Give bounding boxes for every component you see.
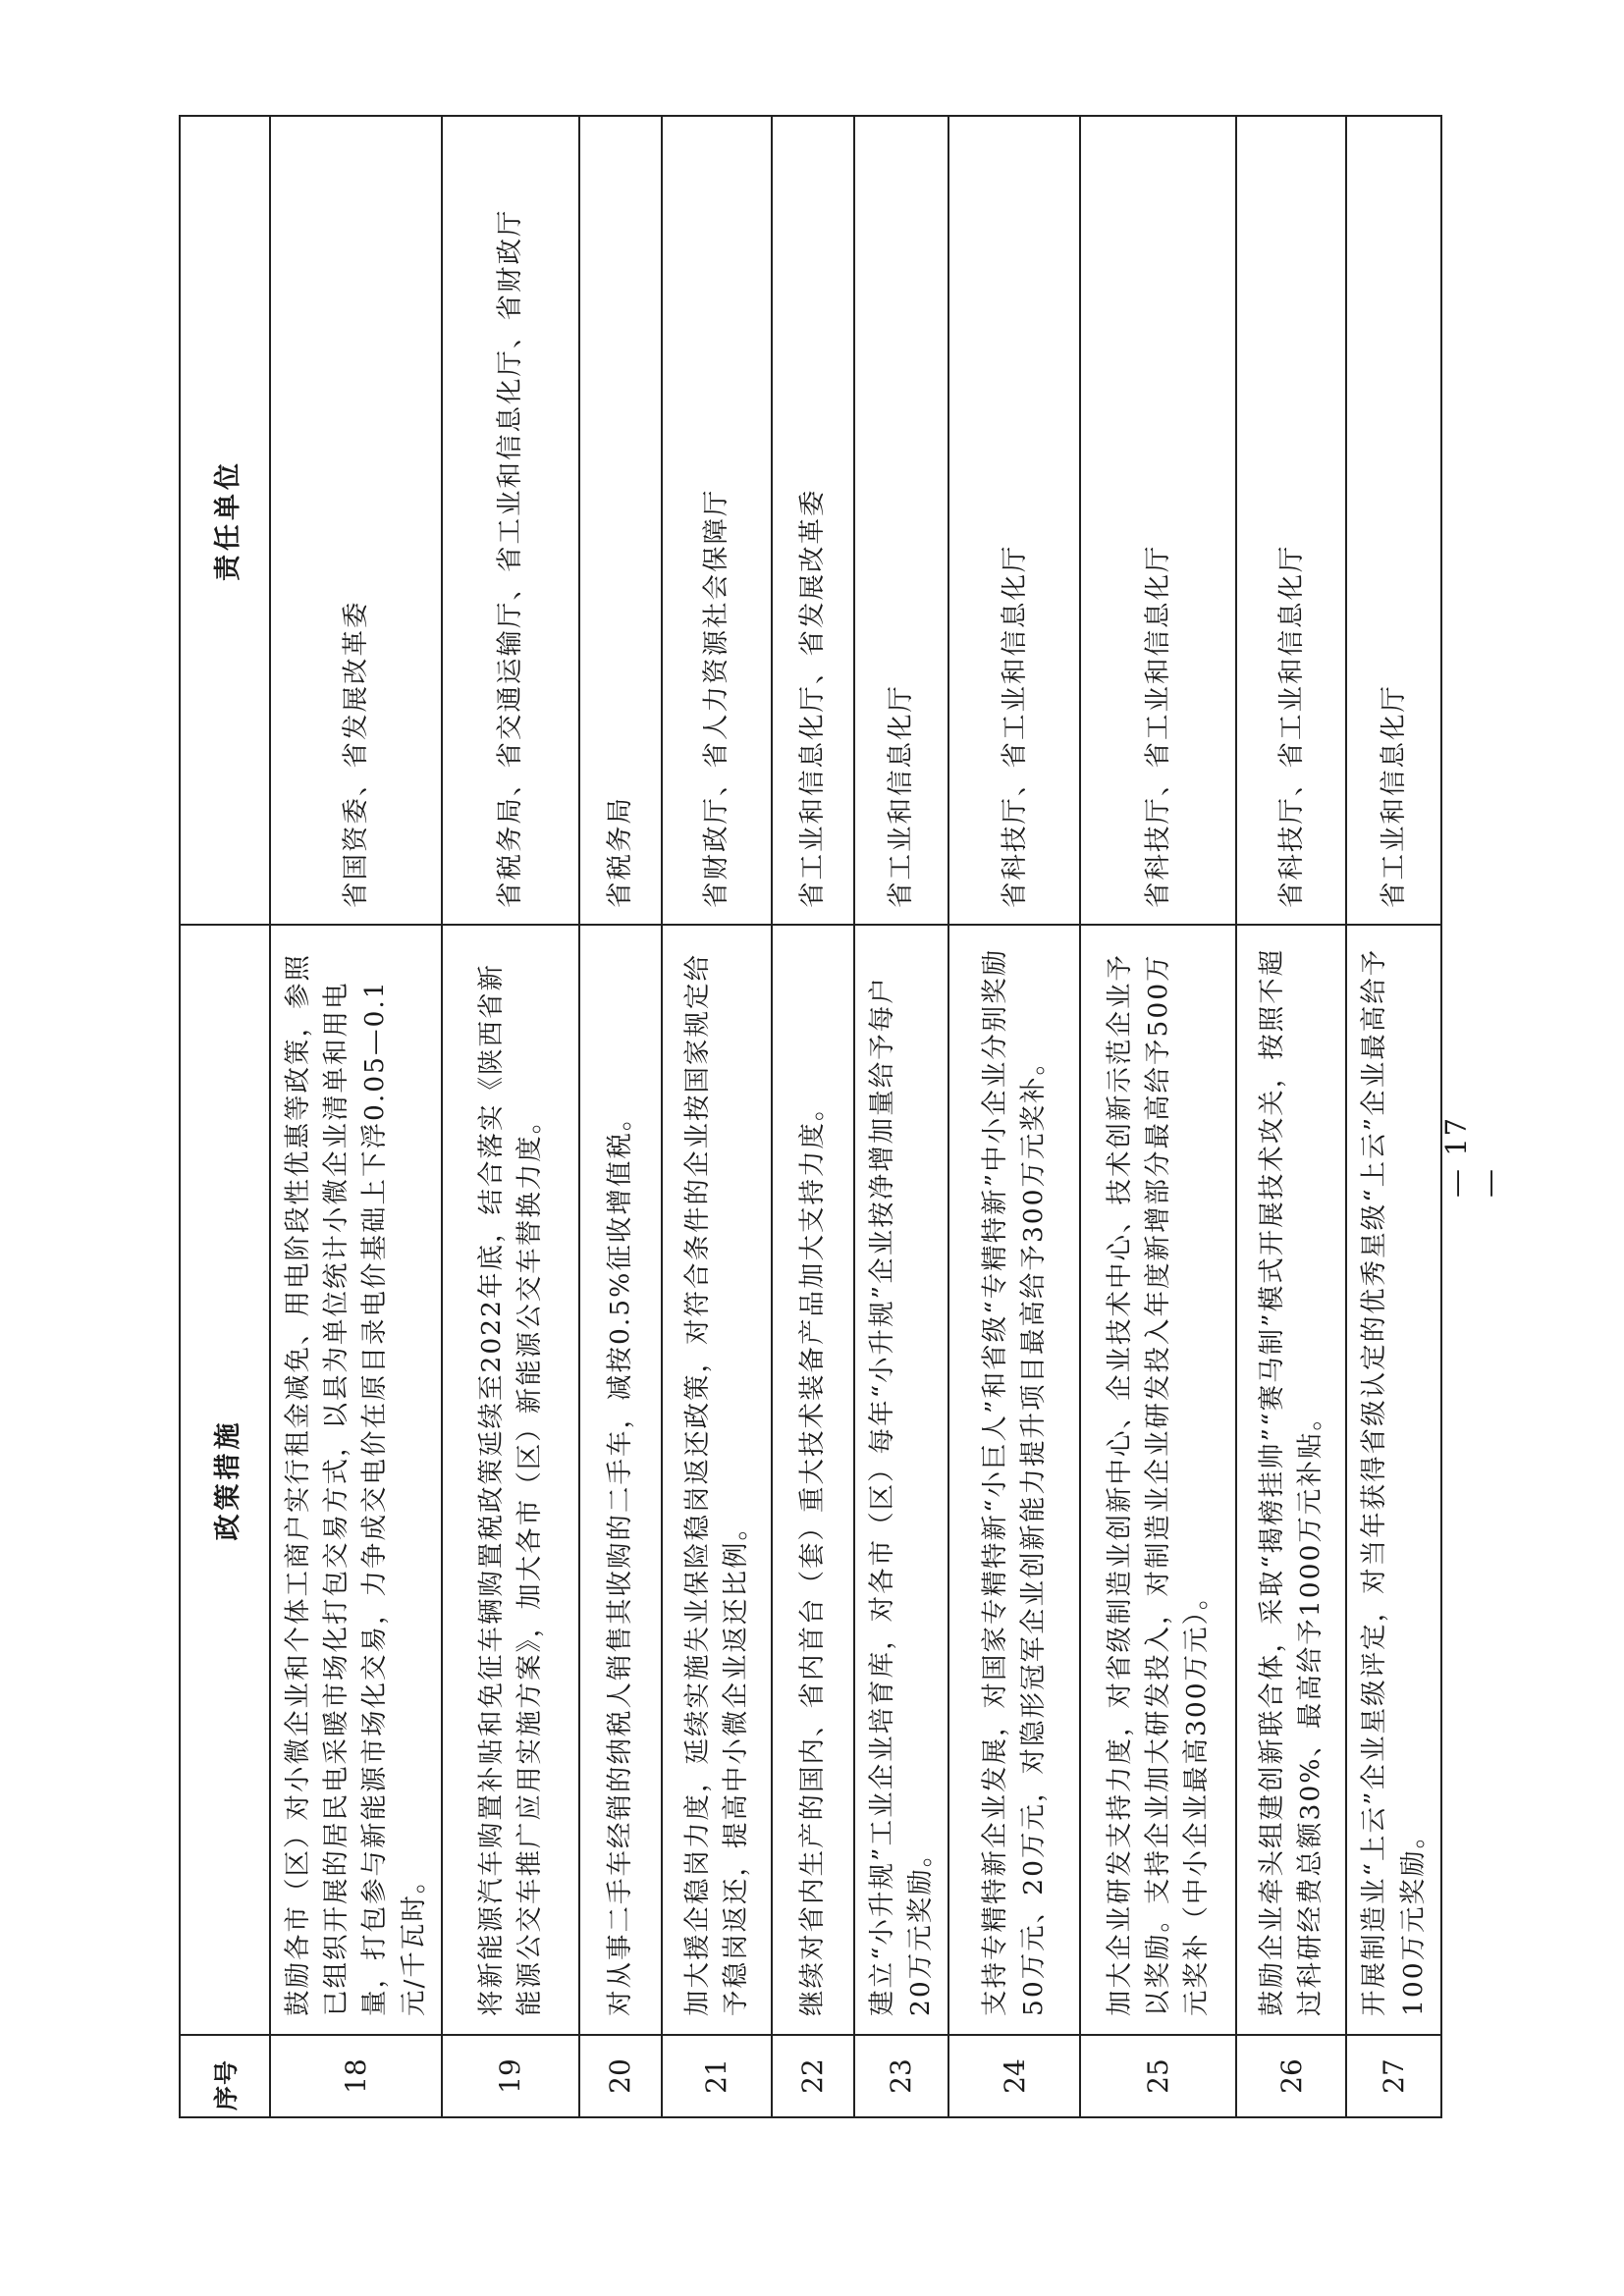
row-unit: 省税务局、省交通运输厅、省工业和信息化厅、省财政厅 (442, 116, 579, 925)
row-measure: 将新能源汽车购置补贴和免征车辆购置税政策延续至2022年底，结合落实《陕西省新能源公交车推广应用实施方案》，加大各市（区）新能源公交车替换力度。 (442, 925, 579, 2035)
row-unit: 省科技厅、省工业和信息化厅 (948, 116, 1080, 925)
table-row (270, 116, 442, 2117)
row-no: 22 (772, 2035, 854, 2117)
row-unit: 省工业和信息化厅 (854, 116, 948, 925)
row-no: 20 (579, 2035, 662, 2117)
row-measure: 鼓励企业牵头组建创新联合体，采取“揭榜挂帅”“赛马制”模式开展技术攻关，按照不超过科研经费总额30%、最高给予1000万元补贴。 (1236, 925, 1346, 2035)
table-row (854, 116, 948, 2117)
row-measure: 开展制造业“上云”企业星级评定，对当年获得省级认定的优秀星级“上云”企业最高给予100万元奖励。 (1346, 925, 1440, 2035)
header-measure: 政策措施 (180, 925, 270, 2035)
table-row (662, 116, 772, 2117)
row-no: 21 (662, 2035, 772, 2117)
row-no: 18 (270, 2035, 442, 2117)
row-measure: 加大企业研发支持力度，对省级制造业创新中心、企业技术中心、技术创新示范企业予以奖励。支持企业加大研发投入，对制造业企业研发投入年度新增部分最高给予500万元奖补（中小企业最高300万元）。 (1080, 925, 1236, 2035)
row-no: 25 (1080, 2035, 1236, 2117)
row-no: 27 (1346, 2035, 1440, 2117)
table-row (579, 116, 662, 2117)
row-no: 26 (1236, 2035, 1346, 2117)
row-measure: 对从事二手车经销的纳税人销售其收购的二手车，减按0.5%征收增值税。 (579, 925, 662, 2035)
row-measure: 继续对省内生产的国内、省内首台（套）重大技术装备产品加大支持力度。 (772, 925, 854, 2035)
row-unit: 省工业和信息化厅、省发展改革委 (772, 116, 854, 925)
row-unit: 省科技厅、省工业和信息化厅 (1236, 116, 1346, 925)
table-row (772, 116, 854, 2117)
row-measure: 建立“小升规”工业企业培育库，对各市（区）每年“小升规”企业按净增加量给予每户20万元奖励。 (854, 925, 948, 2035)
table-row (442, 116, 579, 2117)
table-header-row (180, 116, 270, 2117)
row-unit: 省工业和信息化厅 (1346, 116, 1440, 925)
header-unit: 责任单位 (180, 116, 270, 925)
row-no: 24 (948, 2035, 1080, 2117)
row-unit: 省财政厅、省人力资源社会保障厅 (662, 116, 772, 925)
table-row (948, 116, 1080, 2117)
rotated-document-page (179, 115, 1429, 2118)
table-row (1080, 116, 1236, 2117)
row-measure: 支持专精特新企业发展，对国家专精特新“小巨人”和省级“专精特新”中小企业分别奖励50万元、20万元，对隐形冠军企业创新能力提升项目最高给予300万元奖补。 (948, 925, 1080, 2035)
row-no: 23 (854, 2035, 948, 2117)
row-no: 19 (442, 2035, 579, 2117)
row-unit: 省税务局 (579, 116, 662, 925)
row-unit: 省科技厅、省工业和信息化厅 (1080, 116, 1236, 925)
policy-table (179, 115, 1442, 2118)
header-no: 序号 (180, 2035, 270, 2117)
page-number: — 17 — (1439, 1115, 1506, 1198)
table-row (1236, 116, 1346, 2117)
row-measure: 鼓励各市（区）对小微企业和个体工商户实行租金减免、用电阶段性优惠等政策，参照已组织开展的居民电采暖市场化打包交易方式，以县为单位统计小微企业清单和用电量，打包参与新能源市场化交易，力争成交电价在原目录电价基础上下浮0.05—0.1元/千瓦时。 (270, 925, 442, 2035)
row-unit: 省国资委、省发展改革委 (270, 116, 442, 925)
row-measure: 加大援企稳岗力度，延续实施失业保险稳岗返还政策，对符合条件的企业按国家规定给予稳岗返还，提高中小微企业返还比例。 (662, 925, 772, 2035)
